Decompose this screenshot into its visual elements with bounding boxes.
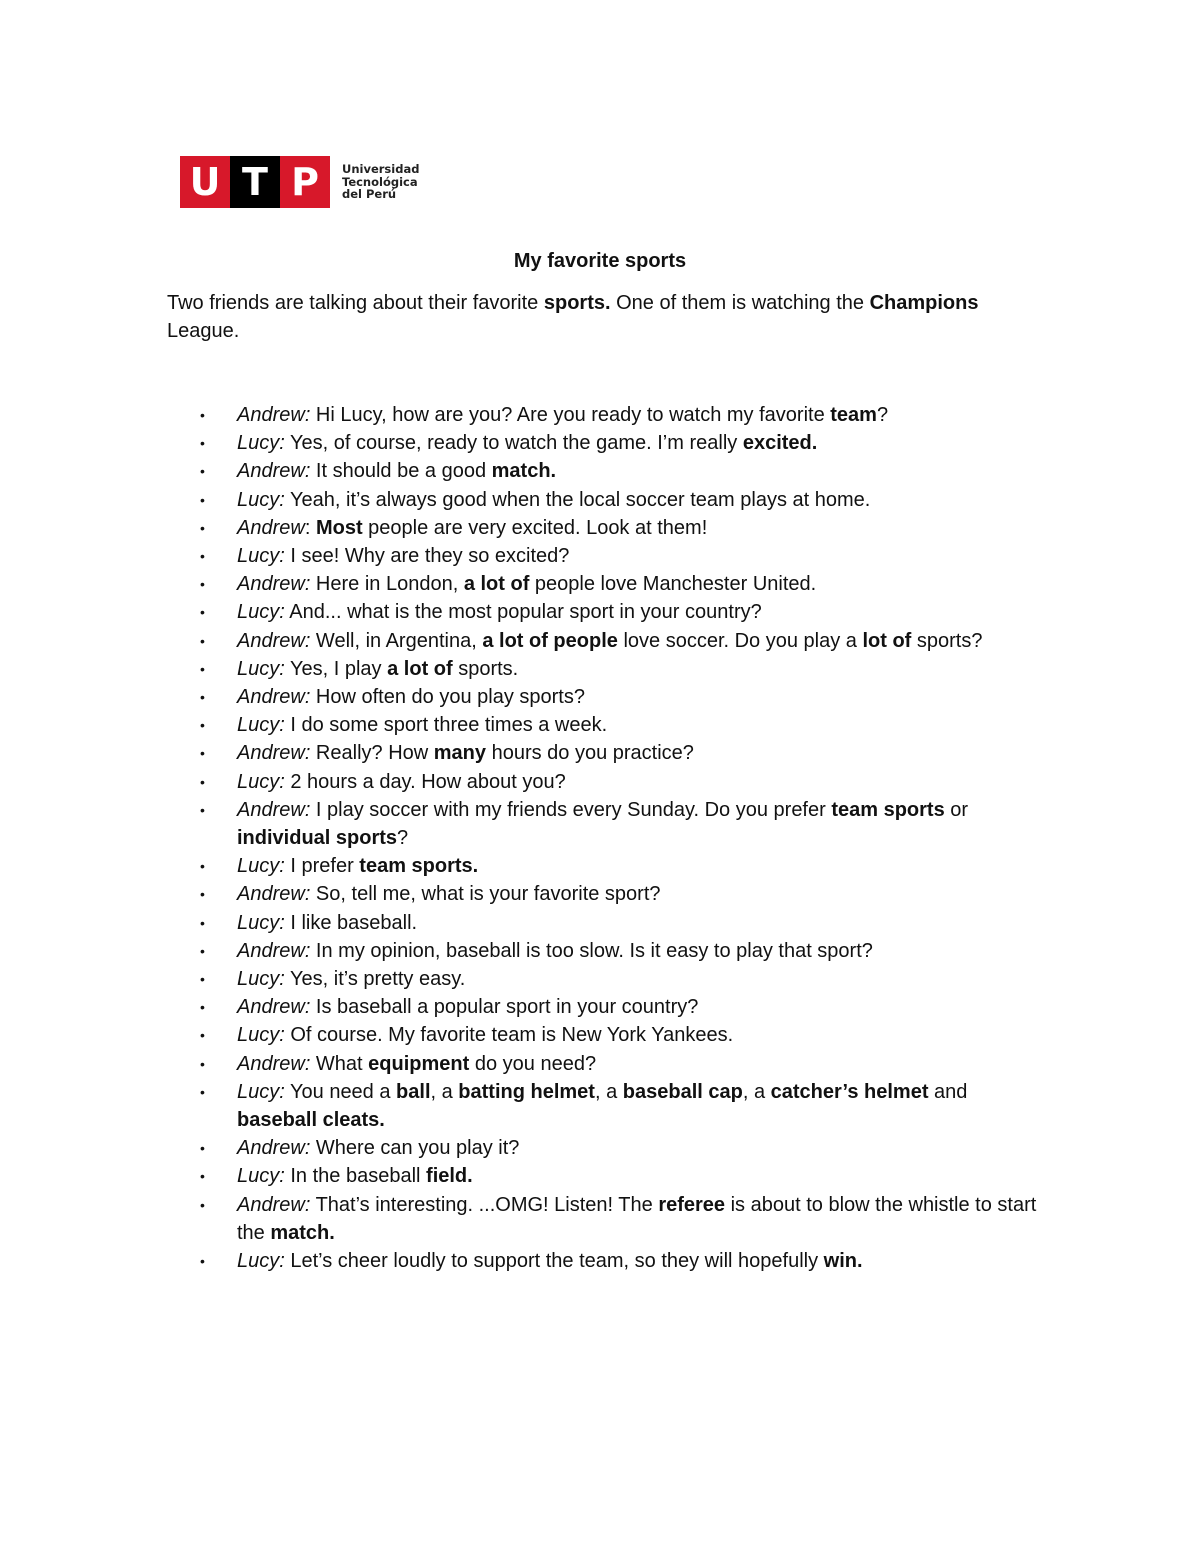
speaker-name: Andrew: <box>237 883 311 906</box>
dialogue-text: Of course. My favorite team is New York Yankees. <box>284 1024 734 1047</box>
dialogue-text: In the baseball <box>284 1165 427 1188</box>
speaker-name: Andrew <box>237 516 305 539</box>
speaker-name: Andrew: <box>237 798 311 821</box>
speaker-name: Andrew: <box>237 1052 311 1075</box>
bullet-icon: • <box>200 1140 205 1157</box>
dialogue-line <box>167 796 1037 852</box>
bullet-icon: • <box>200 463 205 480</box>
bullet-icon: • <box>200 548 205 565</box>
bold-term: referee <box>658 1193 726 1216</box>
bullet-icon: • <box>200 435 205 452</box>
logo-text-line-1: Universidad <box>342 162 420 177</box>
dialogue-line <box>167 711 1037 739</box>
speaker-name: Andrew: <box>237 460 311 483</box>
speaker-name: Andrew: <box>237 573 311 596</box>
dialogue-line <box>167 683 1037 711</box>
speaker-name: Andrew: <box>237 742 311 765</box>
dialogue-text: Where can you play it? <box>310 1137 520 1160</box>
logo-letter-t: T <box>230 156 280 208</box>
dialogue-text: do you need? <box>469 1052 597 1075</box>
dialogue-text: What <box>310 1052 369 1075</box>
bullet-icon: • <box>200 773 205 790</box>
dialogue-text: Really? How <box>310 742 434 765</box>
dialogue-line <box>167 457 1037 485</box>
bold-term: baseball cap <box>622 1080 743 1103</box>
bold-term: catcher’s helmet <box>770 1080 929 1103</box>
dialogue-text: and <box>928 1080 968 1103</box>
bold-term: team sports <box>831 798 945 821</box>
dialogue-line <box>167 598 1037 626</box>
bullet-icon: • <box>200 1055 205 1072</box>
bullet-icon: • <box>200 942 205 959</box>
dialogue-line <box>167 542 1037 570</box>
dialogue-text: hours do you practice? <box>486 742 694 765</box>
dialogue-line <box>167 429 1037 457</box>
bold-term: win. <box>823 1250 863 1273</box>
bullet-icon: • <box>200 1027 205 1044</box>
bullet-icon: • <box>200 914 205 931</box>
speaker-name: Lucy: <box>237 770 285 793</box>
speaker-name: Lucy: <box>237 657 285 680</box>
dialogue-text: That’s interesting. ...OMG! Listen! The <box>310 1193 659 1216</box>
dialogue-line <box>167 1078 1037 1134</box>
bullet-icon: • <box>200 1083 205 1100</box>
utp-logo <box>180 156 419 208</box>
bullet-icon: • <box>200 745 205 762</box>
intro-paragraph <box>167 289 1027 345</box>
logo-university-name <box>342 163 419 201</box>
dialogue-text: It should be a good <box>310 460 492 483</box>
dialogue-text: Yes, of course, ready to watch the game. I’m really <box>284 432 743 455</box>
speaker-name: Lucy: <box>237 968 285 991</box>
bullet-icon: • <box>200 660 205 677</box>
speaker-name: Lucy: <box>237 488 285 511</box>
bold-term: field. <box>426 1165 473 1188</box>
dialogue-list <box>167 401 1037 1275</box>
bullet-icon: • <box>200 576 205 593</box>
speaker-name: Lucy: <box>237 1165 285 1188</box>
dialogue-text: In my opinion, baseball is too slow. Is it easy to play that sport? <box>310 939 873 962</box>
logo-text-line-3: del Perú <box>342 187 397 202</box>
dialogue-text: love soccer. Do you play a <box>617 629 863 652</box>
dialogue-line <box>167 739 1037 767</box>
speaker-name: Lucy: <box>237 1250 285 1273</box>
dialogue-line <box>167 909 1037 937</box>
bold-term: baseball cleats. <box>237 1109 385 1132</box>
intro-text: One of them is watching the <box>610 292 870 314</box>
speaker-name: Andrew: <box>237 629 311 652</box>
bullet-icon: • <box>200 1196 205 1213</box>
dialogue-text: 2 hours a day. How about you? <box>284 770 566 793</box>
speaker-name: Andrew: <box>237 996 311 1019</box>
speaker-name: Lucy: <box>237 601 285 624</box>
bold-term: a lot of people <box>482 629 618 652</box>
dialogue-text: Is baseball a popular sport in your country? <box>310 996 699 1019</box>
bold-term: individual sports <box>237 827 398 850</box>
dialogue-line <box>167 1247 1037 1275</box>
dialogue-line <box>167 1162 1037 1190</box>
dialogue-line <box>167 1050 1037 1078</box>
speaker-name: Lucy: <box>237 855 285 878</box>
dialogue-line <box>167 1134 1037 1162</box>
dialogue-line <box>167 570 1037 598</box>
intro-text: League. <box>167 320 240 342</box>
bullet-icon: • <box>200 632 205 649</box>
logo-letter-u: U <box>180 156 230 208</box>
bold-term: excited. <box>742 432 818 455</box>
dialogue-line <box>167 655 1037 683</box>
dialogue-text: Let’s cheer loudly to support the team, so they will hopefully <box>284 1250 824 1273</box>
bullet-icon: • <box>200 689 205 706</box>
dialogue-line <box>167 993 1037 1021</box>
bullet-icon: • <box>200 858 205 875</box>
intro-text: Two friends are talking about their favorite <box>167 292 544 314</box>
dialogue-text: Hi Lucy, how are you? Are you ready to watch my favorite <box>310 404 831 426</box>
dialogue-text: How often do you play sports? <box>310 686 585 709</box>
dialogue-text: You need a <box>284 1080 397 1103</box>
bold-term: match. <box>270 1221 335 1244</box>
speaker-name: Lucy: <box>237 432 285 455</box>
dialogue-text: Well, in Argentina, <box>310 629 483 652</box>
speaker-name: Andrew: <box>237 939 311 962</box>
speaker-name: Lucy: <box>237 714 285 737</box>
bullet-icon: • <box>200 604 205 621</box>
dialogue-line <box>167 486 1037 514</box>
bullet-icon: • <box>200 407 205 423</box>
bold-term: lot of <box>862 629 912 652</box>
dialogue-text: Yes, I play <box>284 657 388 680</box>
dialogue-text: sports. <box>452 657 519 680</box>
bold-term: a lot of <box>463 573 530 596</box>
bold-term: Most <box>315 516 363 539</box>
dialogue-text: people love Manchester United. <box>529 573 817 596</box>
dialogue-text: , a <box>594 1080 623 1103</box>
dialogue-line <box>167 627 1037 655</box>
dialogue-text: ? <box>397 827 409 850</box>
dialogue-text: I prefer <box>284 855 360 878</box>
bold-term: team <box>830 404 877 426</box>
bullet-icon: • <box>200 1253 205 1270</box>
dialogue-line <box>167 514 1037 542</box>
bullet-icon: • <box>200 886 205 903</box>
dialogue-line <box>167 852 1037 880</box>
dialogue-line <box>167 937 1037 965</box>
dialogue-text: I play soccer with my friends every Sunday. Do you prefer <box>310 798 832 821</box>
dialogue-text: I like baseball. <box>284 911 418 934</box>
dialogue-text: I do some sport three times a week. <box>284 714 608 737</box>
dialogue-text: : <box>304 516 316 539</box>
page-title: My favorite sports <box>513 250 687 272</box>
dialogue-text: people are very excited. Look at them! <box>362 516 708 539</box>
bold-term: a lot of <box>387 657 453 680</box>
dialogue-text: or <box>944 798 969 821</box>
speaker-name: Andrew: <box>237 686 311 709</box>
bullet-icon: • <box>200 717 205 734</box>
speaker-name: Lucy: <box>237 1080 285 1103</box>
bullet-icon: • <box>200 971 205 988</box>
bullet-icon: • <box>200 801 205 818</box>
speaker-name: Andrew: <box>237 1193 311 1216</box>
bold-term: many <box>433 742 487 765</box>
intro-bold: Champions <box>869 292 979 314</box>
bullet-icon: • <box>200 999 205 1016</box>
dialogue-text: Yes, it’s pretty easy. <box>284 968 466 991</box>
bullet-icon: • <box>200 519 205 536</box>
dialogue-text: , a <box>742 1080 771 1103</box>
speaker-name: Lucy: <box>237 911 285 934</box>
bullet-icon: • <box>200 491 205 508</box>
bold-term: team sports. <box>359 855 479 878</box>
speaker-name: Lucy: <box>237 1024 285 1047</box>
dialogue-text: Yeah, it’s always good when the local soccer team plays at home. <box>284 488 871 511</box>
dialogue-line <box>167 768 1037 796</box>
dialogue-line <box>167 1191 1037 1247</box>
dialogue-text: So, tell me, what is your favorite sport? <box>310 883 661 906</box>
dialogue-line <box>167 401 1037 429</box>
dialogue-text: , a <box>430 1080 459 1103</box>
speaker-name: Andrew: <box>237 1137 311 1160</box>
bullet-icon: • <box>200 1168 205 1185</box>
dialogue-line <box>167 880 1037 908</box>
dialogue-line <box>167 1021 1037 1049</box>
speaker-name: Lucy: <box>237 545 285 568</box>
dialogue-text: sports? <box>911 629 983 652</box>
dialogue-text: And... what is the most popular sport in your country? <box>284 601 762 624</box>
bold-term: match. <box>491 460 557 483</box>
dialogue-text: ? <box>876 404 889 426</box>
bold-term: ball <box>396 1080 431 1103</box>
dialogue-text: is about to blow the whistle to start the <box>237 1193 1037 1244</box>
dialogue-text: I see! Why are they so excited? <box>284 545 570 568</box>
logo-letter-p: P <box>280 156 330 208</box>
dialogue-line <box>167 965 1037 993</box>
speaker-name: Andrew: <box>237 404 311 426</box>
bold-term: equipment <box>368 1052 470 1075</box>
bold-term: batting helmet <box>458 1080 595 1103</box>
dialogue-text: Here in London, <box>310 573 464 596</box>
intro-bold: sports. <box>543 292 611 314</box>
logo-text-line-2: Tecnológica <box>342 174 418 189</box>
